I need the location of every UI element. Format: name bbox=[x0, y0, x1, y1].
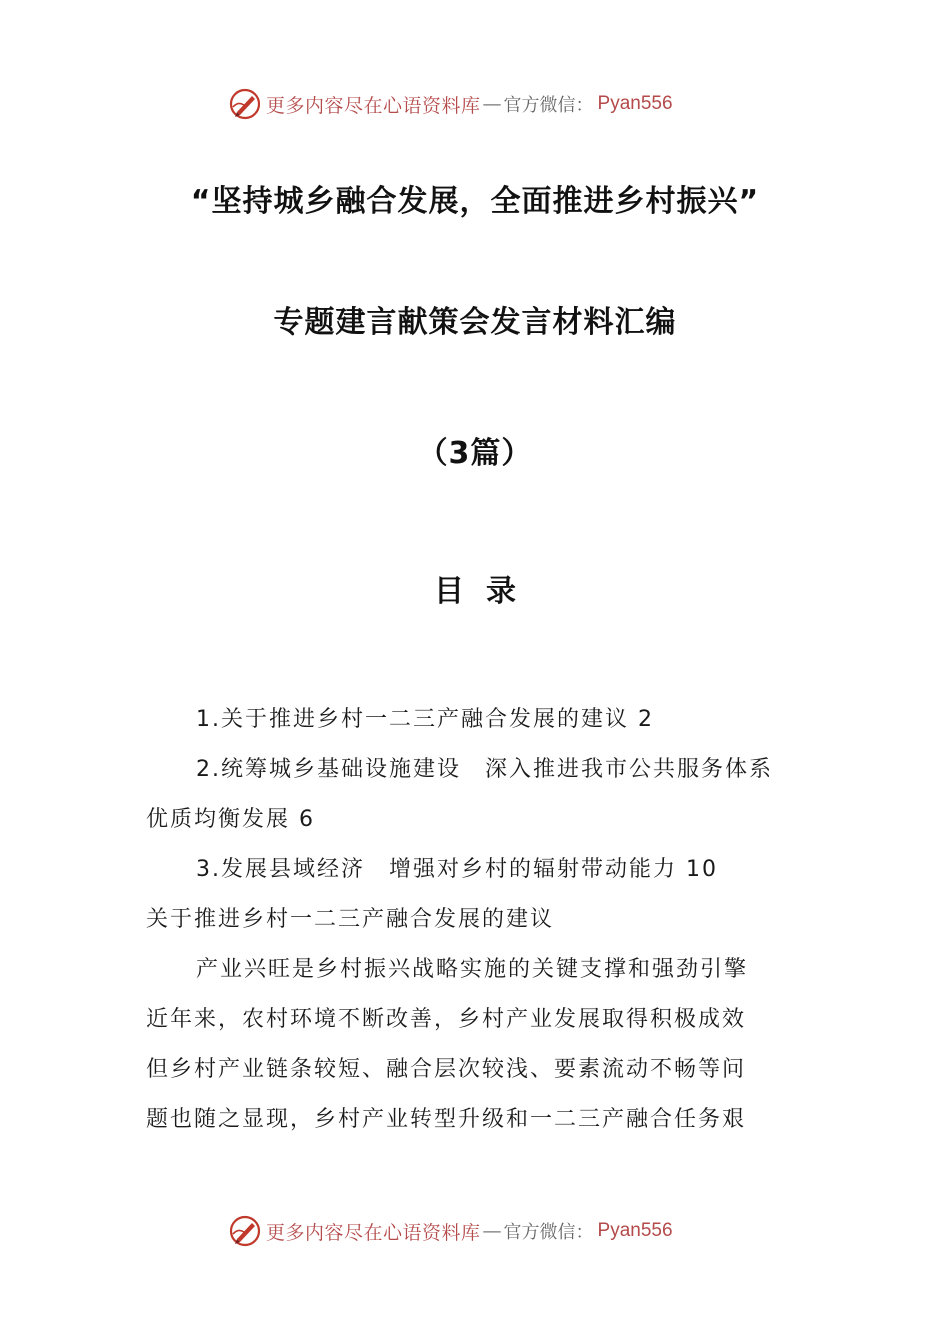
article-heading: 关于推进乡村一二三产融合发展的建议 bbox=[146, 907, 555, 932]
document-title-count: （3篇） bbox=[417, 436, 533, 471]
pen-logo-icon bbox=[228, 1214, 262, 1248]
article-paragraph-line3: 但乡村产业链条较短、融合层次较浅、要素流动不畅等问 bbox=[146, 1057, 747, 1082]
pen-logo-icon bbox=[228, 87, 262, 121]
watermark-label: 官方微信： bbox=[503, 95, 594, 116]
toc-item-2-line1: 2.统筹城乡基础设施建设 深入推进我市公共服务体系 bbox=[196, 757, 773, 782]
article-paragraph-line4: 题也随之显现，乡村产业转型升级和一二三产融合任务艰 bbox=[146, 1107, 747, 1132]
watermark-separator: — bbox=[482, 1220, 502, 1242]
watermark-separator: — bbox=[482, 93, 502, 115]
watermark-text: 更多内容尽在心语资料库 bbox=[266, 1221, 481, 1244]
watermark-header bbox=[228, 86, 728, 122]
watermark-wechat-id: Pyan556 bbox=[597, 1220, 673, 1241]
watermark-text: 更多内容尽在心语资料库 bbox=[266, 94, 481, 117]
toc-item-3: 3.发展县域经济 增强对乡村的辐射带动能力 10 bbox=[196, 857, 718, 882]
watermark-label: 官方微信： bbox=[503, 1222, 594, 1243]
toc-heading: 目录 bbox=[434, 574, 538, 609]
watermark-footer bbox=[228, 1213, 728, 1249]
toc-item-1: 1.关于推进乡村一二三产融合发展的建议 2 bbox=[196, 707, 654, 732]
toc-item-2-line2: 优质均衡发展 6 bbox=[146, 807, 315, 832]
document-title-line2: 专题建言献策会发言材料汇编 bbox=[273, 305, 677, 340]
document-title-line1: “坚持城乡融合发展，全面推进乡村振兴” bbox=[190, 184, 760, 219]
article-paragraph-line1: 产业兴旺是乡村振兴战略实施的关键支撑和强劲引擎 bbox=[196, 957, 749, 982]
watermark-wechat-id: Pyan556 bbox=[597, 93, 673, 114]
article-paragraph-line2: 近年来，农村环境不断改善，乡村产业发展取得积极成效 bbox=[146, 1007, 747, 1032]
